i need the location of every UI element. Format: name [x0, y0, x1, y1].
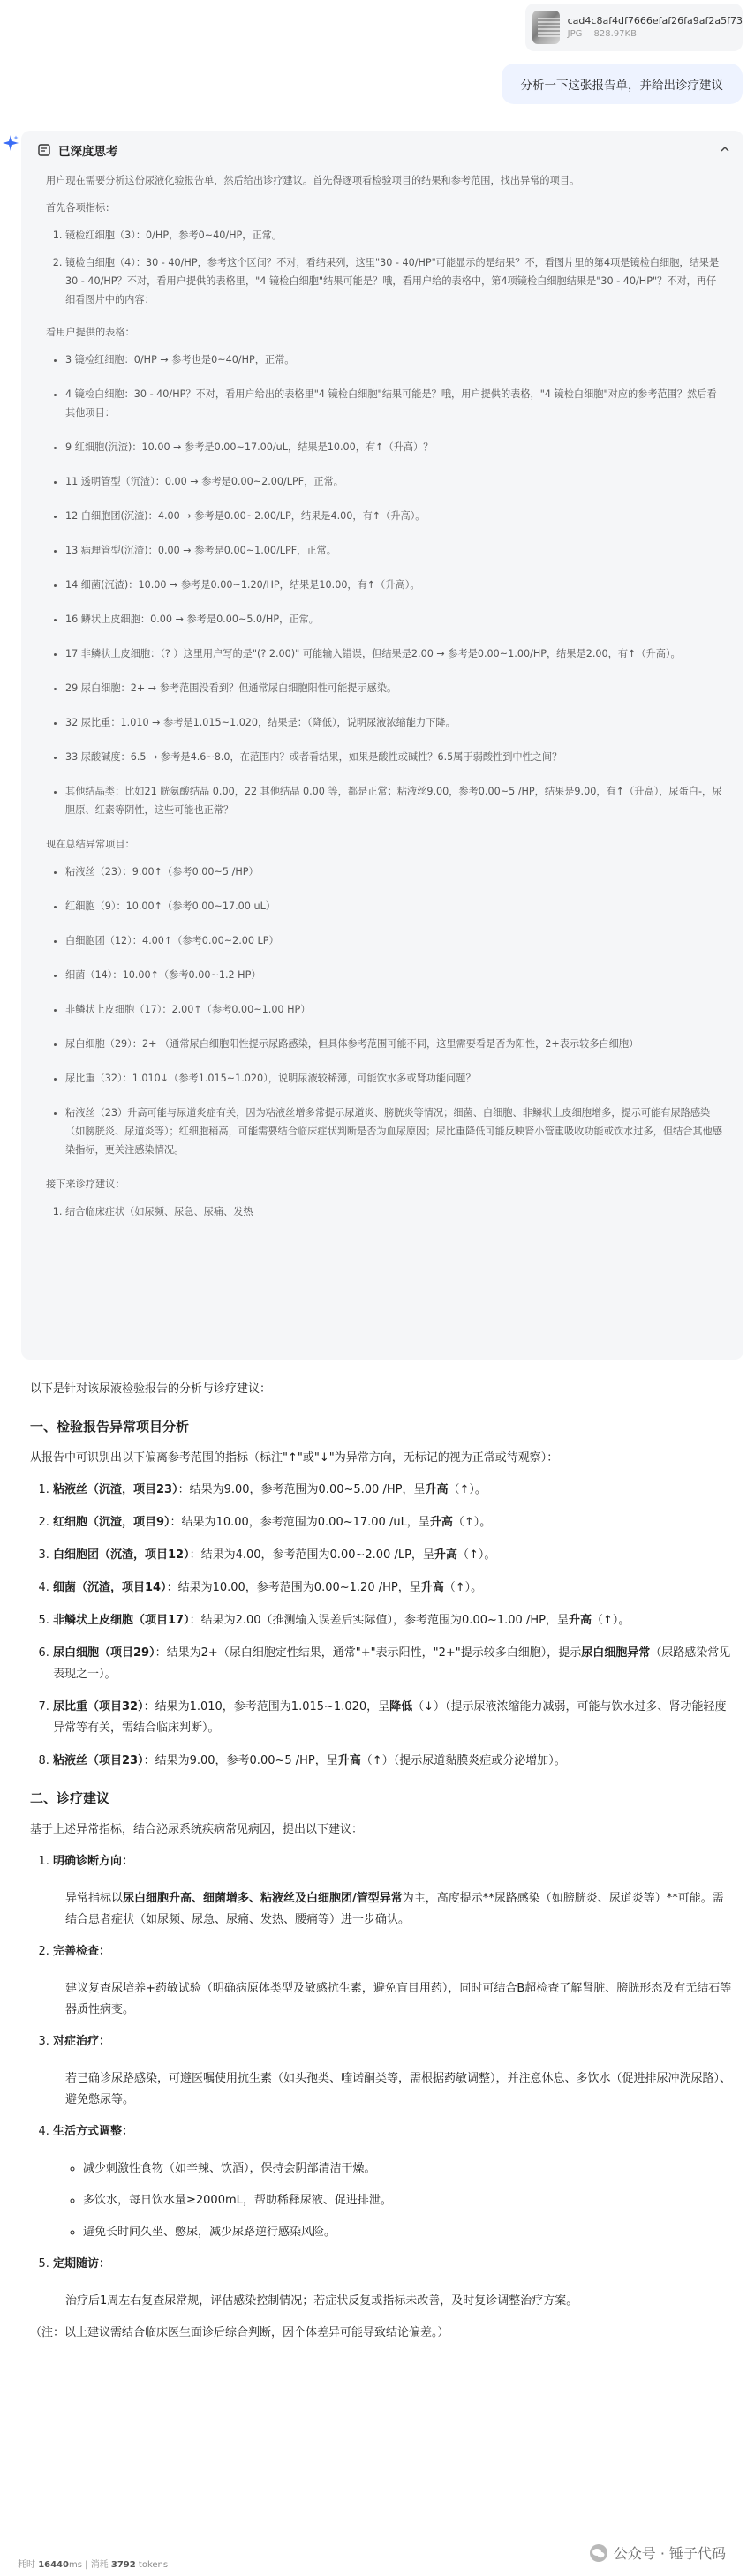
- list-item: • 细菌（14）：10.00↑（参考0.00~1.2 HP）: [65, 966, 722, 984]
- list-item: • 9 红细胞(沉渣)：10.00 → 参考是0.00~17.00/uL，结果是10.00，有↑（升高）？: [65, 438, 722, 456]
- thinking-first-list: [46, 226, 722, 309]
- deep-thinking-panel: [21, 131, 743, 1360]
- thinking-icon: [37, 143, 51, 157]
- deep-thinking-title: 已深度思考: [58, 145, 118, 159]
- thinking-next-list: [46, 1202, 722, 1221]
- section-intro: 基于上述异常指标，结合泌尿系统疾病常见病因，提出以下建议：: [30, 1823, 364, 1836]
- list-item: 1. 结合临床症状（如尿频、尿急、尿痛、发热: [65, 1202, 722, 1221]
- list-item: • 16 鳞状上皮细胞：0.00 → 参考是0.00~5.0/HP，正常。: [65, 610, 722, 629]
- finding-item: 2. 红细胞（沉渣，项目9）：结果为10.00，参考范围为0.00~17.00 /uL，呈升高（↑）。: [53, 1512, 733, 1533]
- list-item: • 尿比重（32）：1.010↓（参考1.015~1.020），说明尿液较稀薄，可能饮水多或肾功能问题？: [65, 1069, 722, 1088]
- advice-item: 2. 完善检查： 建议复查尿培养+药敏试验（明确病原体类型及敏感抗生素，避免盲目用药），同时可结合B超检查了解肾脏、膀胱形态及有无结石等器质性病变。: [53, 1941, 733, 2021]
- advice-item: 3. 对症治疗： 若已确诊尿路感染，可遵医嘱使用抗生素（如头孢类、喹诺酮类等，需根据药敏调整），并注意休息、多饮水（促进排尿冲洗尿路）、避免憋尿等。: [53, 2031, 733, 2111]
- thinking-intro: 用户现在需要分析这份尿液化验报告单，然后给出诊疗建议。首先得逐项看检验项目的结果和参考范围，找出异常的项目。: [46, 175, 580, 186]
- list-item: • 12 白细胞团(沉渣)：4.00 → 参考是0.00~2.00/LP，结果是4.00，有↑（升高）。: [65, 507, 722, 525]
- deep-thinking-header[interactable]: [37, 141, 118, 159]
- finding-item: 6. 尿白细胞（项目29）：结果为2+（尿白细胞定性结果，通常"+"表示阳性，"2+"提示较多白细胞），提示尿白细胞异常（尿路感染常见表现之一）。: [53, 1643, 733, 1685]
- list-item: • 4 镜检白细胞：30 - 40/HP？不对，看用户给出的表格里"4 镜检白细胞"结果可能是？哦，用户提供的表格，"4 镜检白细胞"对应的参考范围？然后看其他项目：: [65, 385, 722, 422]
- watermark: 公众号 · 锤子代码: [589, 2542, 726, 2563]
- list-item: • 红细胞（9）：10.00↑（参考0.00~17.00 uL）: [65, 897, 722, 915]
- finding-item: 4. 细菌（沉渣，项目14）：结果为10.00，参考范围为0.00~1.20 /HP，呈升高（↑）。: [53, 1578, 733, 1599]
- section-intro: 从报告中可识别出以下偏离参考范围的指标（标注"↑"或"↓"为异常方向，无标记的视为正常或待观察）：: [30, 1451, 559, 1465]
- finding-item: 5. 非鳞状上皮细胞（项目17）：结果为2.00（推测输入误差后实际值），参考范围为0.00~1.00 /HP，呈升高（↑）。: [53, 1610, 733, 1631]
- list-item: • 29 尿白细胞：2+ → 参考范围没看到？但通常尿白细胞阳性可能提示感染。: [65, 679, 722, 697]
- list-item: ◦ 减少刺激性食物（如辛辣、饮酒），保持会阴部清洁干燥。: [83, 2158, 733, 2180]
- advice-item: 1. 明确诊断方向： 异常指标以尿白细胞升高、细菌增多、粘液丝及白细胞团/管型异常为主，高度提示**尿路感染（如膀胱炎、尿道炎等）**可能。需结合患者症状（如尿频、尿急、尿痛、发热、腰痛等）进一步确认。: [53, 1851, 733, 1931]
- abnormal-findings-list: [18, 1480, 733, 1772]
- list-item: • 13 病理管型(沉渣)：0.00 → 参考是0.00~1.00/LPF，正常。: [65, 541, 722, 560]
- section-heading: 二、诊疗建议: [30, 1790, 110, 1806]
- list-item: • 11 透明管型（沉渣）：0.00 → 参考是0.00~2.00/LPF，正常。: [65, 472, 722, 491]
- list-item: • 14 细菌(沉渣)：10.00 → 参考是0.00~1.20/HP，结果是10.00，有↑（升高）。: [65, 576, 722, 594]
- thinking-first-line: 首先各项指标：: [46, 202, 116, 214]
- list-item: • 其他结晶类：比如21 胱氨酸结晶 0.00，22 其他结晶 0.00 等，都是正常；粘液丝9.00，参考0.00~5 /HP，结果是9.00，有↑（升高），尿蛋白-，尿胆原、红素等阴性，这些可能也正常？: [65, 782, 722, 819]
- answer-intro: 以下是针对该尿液检验报告的分析与诊疗建议：: [30, 1382, 272, 1396]
- assistant-answer: [18, 1379, 733, 2344]
- thinking-next-line: 接下来诊疗建议：: [46, 1179, 125, 1190]
- advice-item: 4. 生活方式调整： ◦ 减少刺激性食物（如辛辣、饮酒），保持会阴部清洁干燥。 ◦ 多饮水，每日饮水量≥2000mL，帮助稀释尿液、促进排泄。 ◦ 避免长时间久坐、憋尿，减少尿路逆行感染风险。: [53, 2121, 733, 2243]
- thinking-table-list: [46, 350, 722, 819]
- list-item: • 尿白细胞（29）：2+ （通常尿白细胞阳性提示尿路感染，但具体参考范围可能不同，这里需要看是否为阳性，2+表示较多白细胞）: [65, 1035, 722, 1053]
- thinking-summary-list: [46, 862, 722, 1159]
- user-message-bubble: 分析一下这张报告单，并给出诊疗建议: [502, 64, 743, 104]
- sparkle-icon: [2, 134, 19, 152]
- advice-item: 5. 定期随访： 治疗后1周左右复查尿常规，评估感染控制情况；若症状反复或指标未改善，及时复诊调整治疗方案。: [53, 2254, 733, 2312]
- list-item: • 粘液丝（23）：9.00↑（参考0.00~5 /HP）: [65, 862, 722, 881]
- list-item: • 17 非鳞状上皮细胞：（? ）这里用户写的是"(? 2.00)" 可能输入错误，但结果是2.00 → 参考是0.00~1.00/HP，结果是2.00，有↑（升高）。: [65, 644, 722, 663]
- advice-list: [18, 1851, 733, 2312]
- wechat-logo-icon: [589, 2543, 608, 2563]
- list-item: • 3 镜检红细胞：0/HP → 参考也是0~40/HP，正常。: [65, 350, 722, 369]
- finding-item: 3. 白细胞团（沉渣，项目12）：结果为4.00，参考范围为0.00~2.00 /LP，呈升高（↑）。: [53, 1545, 733, 1566]
- finding-item: 7. 尿比重（项目32）：结果为1.010，参考范围为1.015~1.020，呈降低（↓）（提示尿液浓缩能力减弱，可能与饮水过多、肾功能轻度异常等有关，需结合临床判断）。: [53, 1697, 733, 1739]
- thinking-table-line: 看用户提供的表格：: [46, 327, 135, 338]
- list-item: • 32 尿比重：1.010 → 参考是1.015~1.020，结果是：（降低），说明尿液浓缩能力下降。: [65, 713, 722, 732]
- attachment-size: 828.97KB: [593, 29, 637, 39]
- list-item: ◦ 多饮水，每日饮水量≥2000mL，帮助稀释尿液、促进排泄。: [83, 2190, 733, 2211]
- attachment-type: JPG: [567, 29, 583, 39]
- image-attachment-card[interactable]: [525, 4, 743, 51]
- finding-item: 1. 粘液丝（沉渣，项目23）：结果为9.00，参考范围为0.00~5.00 /HP，呈升高（↑）。: [53, 1480, 733, 1501]
- list-item: • 粘液丝（23）升高可能与尿道炎症有关，因为粘液丝增多常提示尿道炎、膀胱炎等情况；细菌、白细胞、非鳞状上皮细胞增多，提示可能有尿路感染（如膀胱炎、尿道炎等）；红细胞稍高，可能需要结合临床症状判断是否为血尿原因；尿比重降低可能反映肾小管重吸收功能或饮水过多，但结合其他感染指标，更关注感染情况。: [65, 1103, 722, 1159]
- response-stats: 耗时 16440ms | 消耗 3792 tokens: [18, 2560, 169, 2570]
- list-item: • 非鳞状上皮细胞（17）：2.00↑（参考0.00~1.00 HP）: [65, 1000, 722, 1019]
- thinking-summary-line: 现在总结异常项目：: [46, 839, 135, 850]
- disclaimer-note: （注：以上建议需结合临床医生面诊后综合判断，因个体差异可能导致结论偏差。）: [30, 2326, 449, 2339]
- attachment-filename: cad4c8af4df7666efaf26fa9af2a5f73: [567, 15, 743, 26]
- list-item: • 33 尿酸碱度：6.5 → 参考是4.6~8.0，在范围内？或者看结果，如果是酸性或碱性？6.5属于弱酸性到中性之间？: [65, 748, 722, 766]
- list-item: ◦ 避免长时间久坐、憋尿，减少尿路逆行感染风险。: [83, 2222, 733, 2243]
- section-heading: 一、检验报告异常项目分析: [30, 1419, 190, 1435]
- finding-item: 8. 粘液丝（项目23）：结果为9.00，参考0.00~5 /HP，呈升高（↑）（提示尿道黏膜炎症或分泌增加）。: [53, 1751, 733, 1772]
- deep-thinking-content: [46, 171, 722, 1230]
- list-item: 2. 镜检白细胞（4）：30 - 40/HP，参考这个区间？不对，看结果列，这里"30 - 40/HP"可能显示的是结果？不，看图片里的第4项是镜检白细胞，结果是30 - 40/HP？不对，看用户提供的表格里，"4 镜检白细胞"结果可能是？哦，看用户给的表格中，第4项镜检白细胞结果是"30 - 40/HP"？不对，再仔细看图片中的内容：: [65, 253, 722, 309]
- chevron-up-icon[interactable]: [719, 143, 731, 155]
- attachment-thumbnail: [532, 11, 560, 44]
- list-item: • 白细胞团（12）：4.00↑（参考0.00~2.00 LP）: [65, 931, 722, 950]
- list-item: 1. 镜检红细胞（3）：0/HP，参考0~40/HP，正常。: [65, 226, 722, 245]
